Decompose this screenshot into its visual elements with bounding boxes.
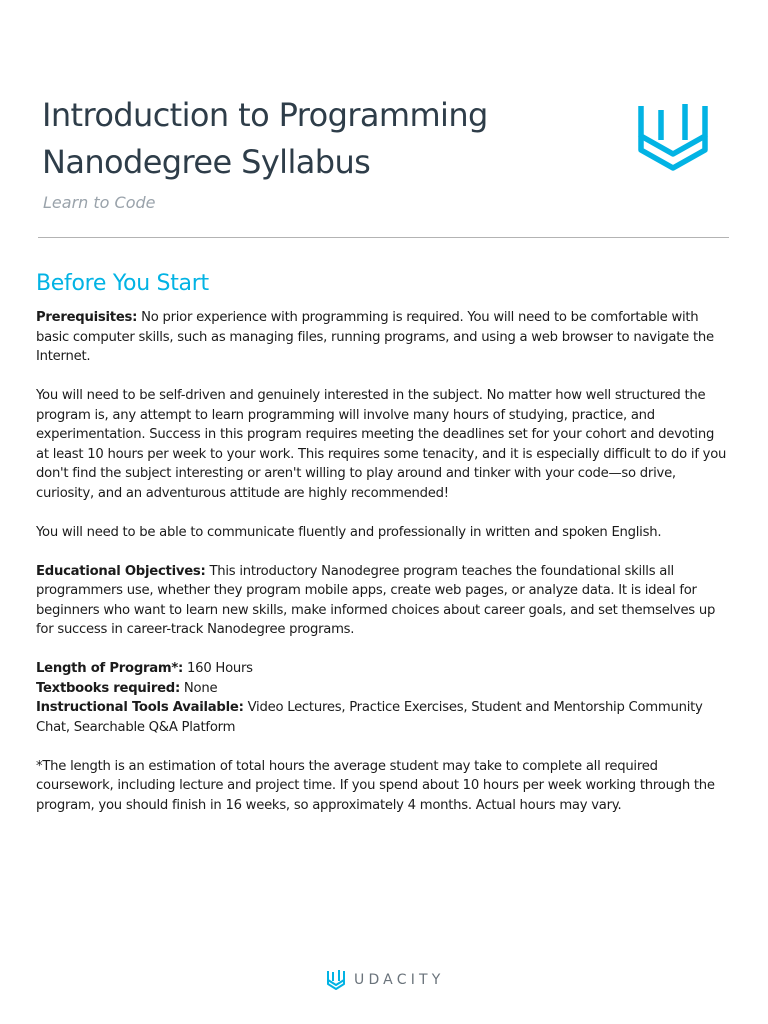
length-value: 160 Hours <box>183 661 253 676</box>
udacity-small-logo-icon <box>326 969 346 991</box>
self-driven-line-6: curiosity, and an adventurous attitude are highly recommended! <box>36 485 449 501</box>
english-line: You will need to be able to communicate fluently and professionally in written and spoken English. <box>36 524 662 540</box>
udacity-u-logo-icon <box>635 100 711 176</box>
note-line-1: *The length is an estimation of total hours the average student may take to complete all required <box>36 758 658 774</box>
tools-line-1 <box>36 698 736 718</box>
self-driven-line-2: program is, any attempt to learn programming will involve many hours of studying, practice, and <box>36 407 655 423</box>
length-note-paragraph <box>36 757 736 816</box>
objectives-line-4: for success in career-track Nanodegree programs. <box>36 622 355 637</box>
prerequisites-line-3: Internet. <box>36 349 91 364</box>
objectives-paragraph <box>36 562 736 640</box>
tools-label: Instructional Tools Available: <box>36 700 244 715</box>
title-line-1: Introduction to Programming <box>42 96 488 134</box>
self-driven-line-5: don't find the subject interesting or aren't willing to play around and tinker with your code—so drive, <box>36 466 676 481</box>
objectives-line-3: beginners who want to learn new skills, make informed choices about career goals, and set themselves up <box>36 602 716 618</box>
page-title <box>42 92 562 186</box>
prerequisites-label: Prerequisites: <box>36 310 138 325</box>
objectives-text-1: This introductory Nanodegree program teaches the foundational skills all <box>205 563 674 579</box>
section-heading: Before You Start <box>36 271 209 296</box>
textbooks-value: None <box>179 680 218 696</box>
objectives-line-2: programmers use, whether they program mobile apps, create web pages, or analyze data. It is ideal for <box>36 583 697 598</box>
self-driven-paragraph <box>36 386 736 503</box>
footer-brand <box>326 968 445 992</box>
length-line <box>36 659 736 679</box>
prerequisites-line-1 <box>36 308 736 328</box>
self-driven-line-1: You will need to be self-driven and genuinely interested in the subject. No matter how well structured the <box>36 388 706 403</box>
header-divider <box>38 237 729 238</box>
note-line-3: program, you should finish in 16 weeks, so approximately 4 months. Actual hours may vary. <box>36 797 622 813</box>
objectives-label: Educational Objectives: <box>36 563 206 579</box>
title-line-2: Nanodegree Syllabus <box>42 143 371 181</box>
textbooks-line <box>36 679 736 699</box>
objectives-line-1 <box>36 562 736 582</box>
english-paragraph <box>36 523 736 543</box>
length-label: Length of Program*: <box>36 661 184 676</box>
prerequisites-text-1: No prior experience with programming is required. You will need to be comfortable with <box>137 310 699 325</box>
textbooks-label: Textbooks required: <box>36 680 180 696</box>
footer-brand-text: UDACITY <box>354 972 445 988</box>
prerequisites-paragraph <box>36 308 736 367</box>
tools-value-1: Video Lectures, Practice Exercises, Student and Mentorship Community <box>243 700 703 715</box>
syllabus-content <box>36 308 736 815</box>
note-line-2: coursework, including lecture and project time. If you spend about 10 hours per week working through the <box>36 778 715 793</box>
tools-line-2: Chat, Searchable Q&A Platform <box>36 719 236 735</box>
page-subtitle: Learn to Code <box>43 193 156 212</box>
prerequisites-line-2: basic computer skills, such as managing files, running programs, and using a web browser to navigate the <box>36 329 714 345</box>
self-driven-line-3: experimentation. Success in this program requires meeting the deadlines set for your cohort and devoting <box>36 427 715 442</box>
details-paragraph <box>36 659 736 737</box>
self-driven-line-4: at least 10 hours per week to your work. This requires some tenacity, and it is especially difficult to do if you <box>36 446 727 462</box>
